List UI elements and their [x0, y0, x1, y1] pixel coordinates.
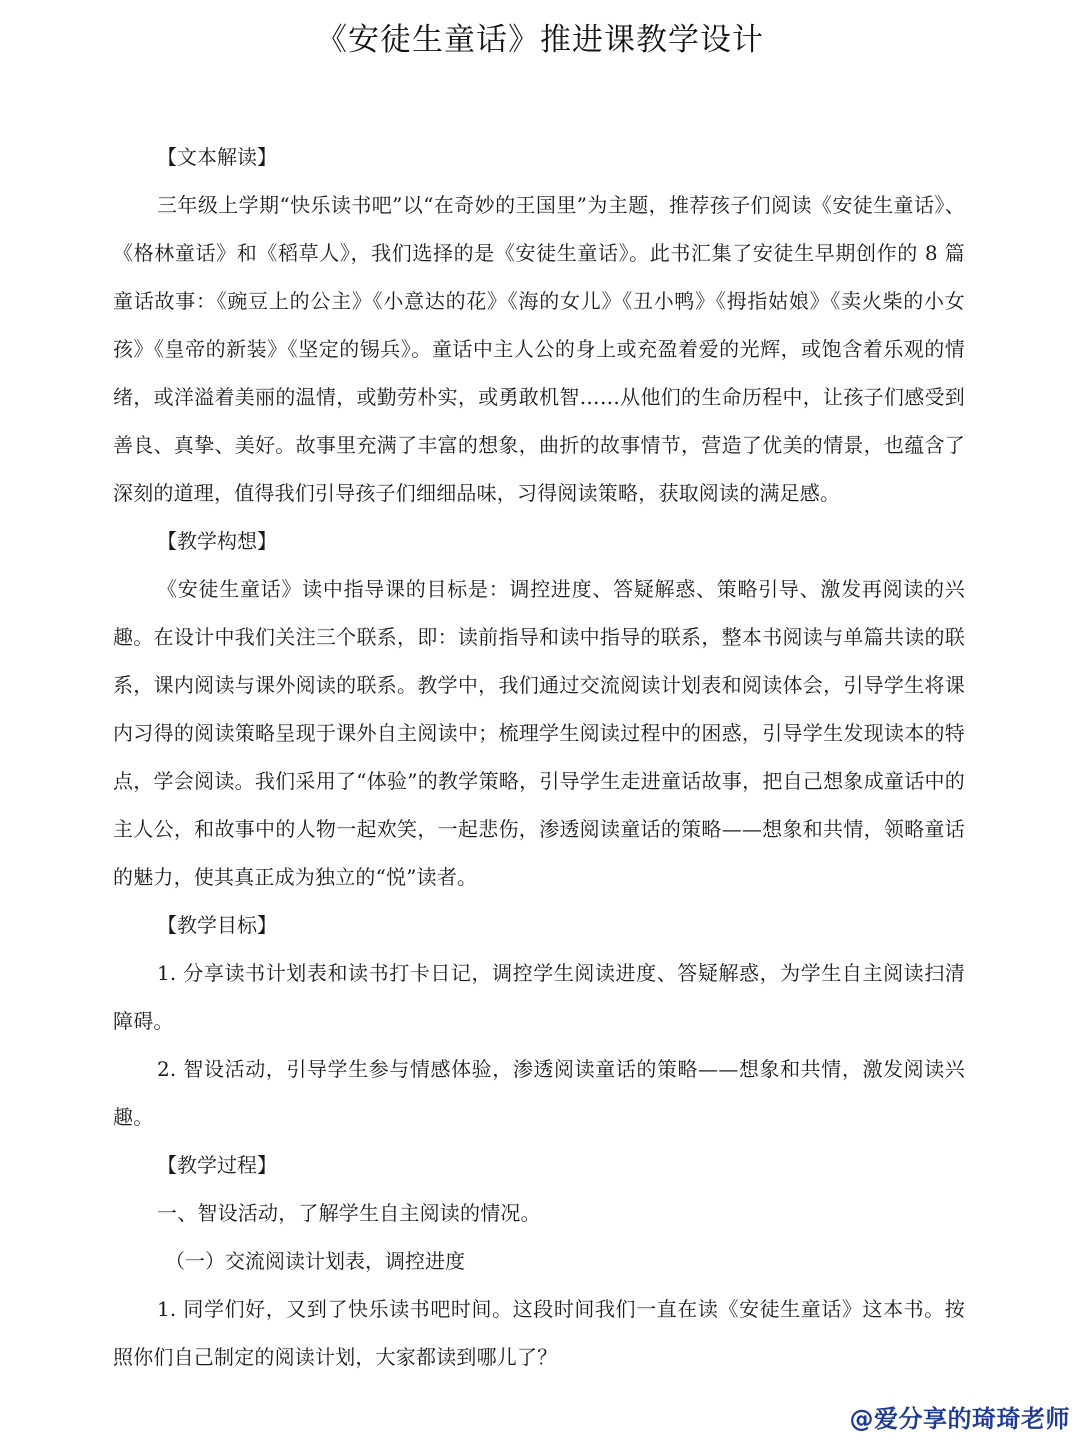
- section-teaching-goals: [113, 901, 965, 1141]
- process-substep: （一）交流阅读计划表，调控进度: [165, 1249, 465, 1273]
- section-heading: 【文本解读】: [157, 145, 277, 169]
- section-teaching-process: [113, 1141, 965, 1381]
- process-step: 一、智设活动，了解学生自主阅读的情况。: [157, 1201, 541, 1225]
- paragraph: 《安徒生童话》读中指导课的目标是：调控进度、答疑解惑、策略引导、激发再阅读的兴趣。在设计中我们关注三个联系，即：读前指导和读中指导的联系，整本书阅读与单篇共读的联系，课内阅读与课外阅读的联系。教学中，我们通过交流阅读计划表和阅读体会，引导学生将课内习得的阅读策略呈现于课外自主阅读中；梳理学生阅读过程中的困惑，引导学生发现读本的特点，学会阅读。我们采用了“体验”的教学策略，引导学生走进童话故事，把自己想象成童话中的主人公，和故事中的人物一起欢笑，一起悲伤，渗透阅读童话的策略——想象和共情，领略童话的魅力，使其真正成为独立的“悦”读者。: [113, 577, 965, 889]
- section-heading: 【教学过程】: [157, 1153, 277, 1177]
- document-body: [113, 133, 965, 1381]
- section-heading: 【教学目标】: [157, 913, 277, 937]
- page-title: 《安徒生童话》推进课教学设计: [316, 22, 764, 58]
- section-text-analysis: [113, 133, 965, 517]
- goal-item: 2. 智设活动，引导学生参与情感体验，渗透阅读童话的策略——想象和共情，激发阅读兴趣。: [113, 1057, 965, 1129]
- author-watermark: @爱分享的琦琦老师: [849, 1405, 1070, 1433]
- section-teaching-concept: [113, 517, 965, 901]
- section-heading: 【教学构想】: [157, 529, 277, 553]
- goal-item: 1. 分享读书计划表和读书打卡日记，调控学生阅读进度、答疑解惑，为学生自主阅读扫清障碍。: [113, 961, 965, 1033]
- paragraph: 三年级上学期“快乐读书吧”以“在奇妙的王国里”为主题，推荐孩子们阅读《安徒生童话》、《格林童话》和《稻草人》，我们选择的是《安徒生童话》。此书汇集了安徒生早期创作的 8 篇童话故事：《豌豆上的公主》《小意达的花》《海的女儿》《丑小鸭》《拇指姑娘》《卖火柴的小女孩》《皇帝的新装》《坚定的锡兵》。童话中主人公的身上或充盈着爱的光辉，或饱含着乐观的情绪，或洋溢着美丽的温情，或勤劳朴实，或勇敢机智……从他们的生命历程中，让孩子们感受到善良、真挚、美好。故事里充满了丰富的想象，曲折的故事情节，营造了优美的情景，也蕴含了深刻的道理，值得我们引导孩子们细细品味，习得阅读策略，获取阅读的满足感。: [113, 193, 965, 505]
- paragraph: 1. 同学们好，又到了快乐读书吧时间。这段时间我们一直在读《安徒生童话》这本书。按照你们自己制定的阅读计划，大家都读到哪儿了？: [113, 1297, 965, 1369]
